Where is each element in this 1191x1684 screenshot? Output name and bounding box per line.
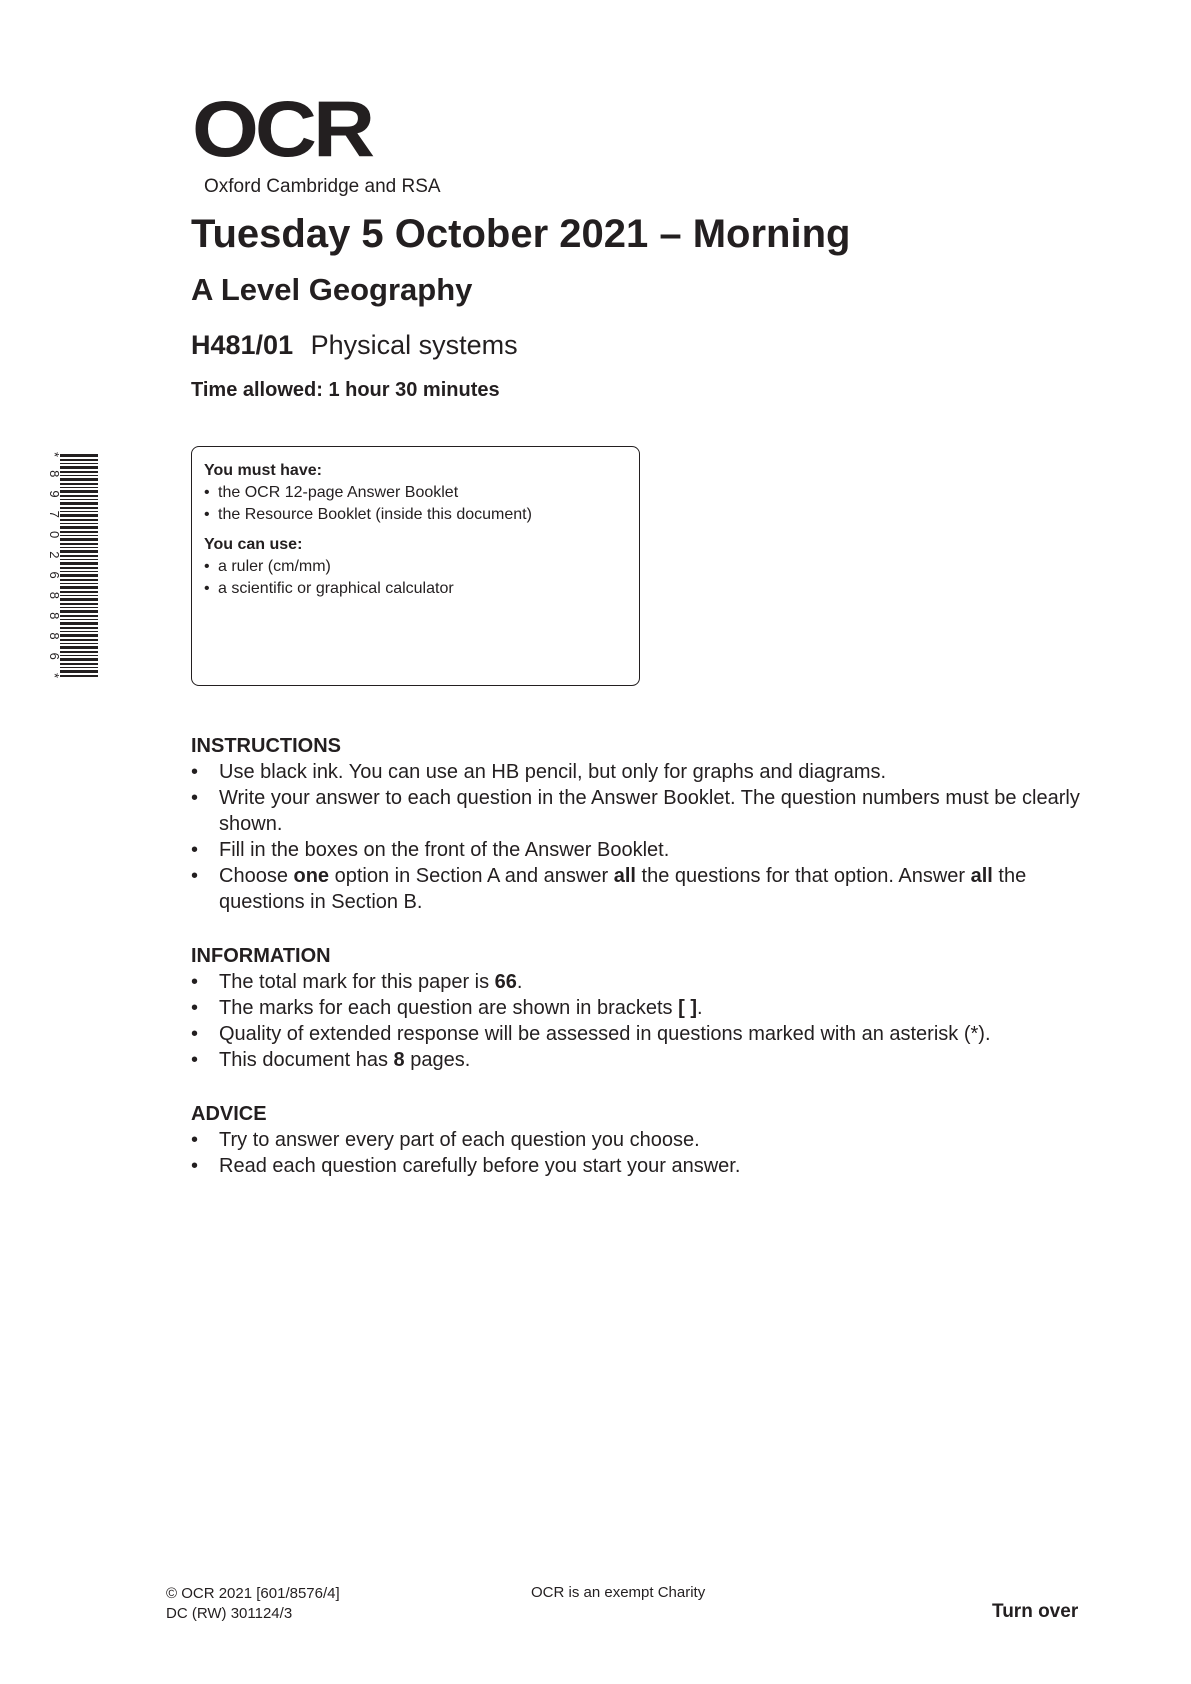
advice-title: ADVICE	[191, 1103, 267, 1125]
must-have-title: You must have:	[204, 462, 322, 479]
barcode-bar	[60, 523, 98, 524]
advice-item: • Read each question carefully before you start your answer.	[191, 1153, 1091, 1179]
information-section	[191, 943, 1091, 1073]
paper-name: Physical systems	[310, 330, 518, 360]
barcode-bar	[60, 471, 98, 473]
barcode-bar	[60, 550, 98, 553]
footer-left	[166, 1584, 340, 1624]
can-use-title: You can use:	[204, 536, 303, 553]
barcode-bar	[60, 567, 98, 569]
copyright: © OCR 2021 [601/8576/4]	[166, 1585, 340, 1602]
information-item: • The total mark for this paper is 66.	[191, 969, 1091, 995]
barcode	[44, 452, 100, 682]
barcode-bar	[60, 670, 98, 673]
barcode-bar	[60, 514, 98, 517]
barcode-bar	[60, 595, 98, 596]
barcode-bar	[60, 619, 98, 620]
barcode-bar	[60, 655, 98, 656]
paper-code-line	[191, 330, 518, 361]
barcode-bar	[60, 538, 98, 541]
barcode-bars	[60, 454, 98, 677]
barcode-bar	[60, 667, 98, 668]
advice-section	[191, 1101, 1091, 1179]
barcode-bar	[60, 603, 98, 605]
must-have-item: • the OCR 12-page Answer Booklet	[204, 482, 627, 504]
barcode-bar	[60, 495, 98, 497]
must-have-item: • the Resource Booklet (inside this document)	[204, 504, 627, 526]
barcode-bar	[60, 658, 98, 661]
barcode-bar	[60, 646, 98, 649]
barcode-bar	[60, 586, 98, 589]
barcode-digits: *8970268886*	[47, 452, 62, 678]
barcode-bar	[60, 454, 98, 457]
can-use-item: • a scientific or graphical calculator	[204, 578, 627, 600]
barcode-bar	[60, 562, 98, 565]
requirements-box	[191, 446, 640, 686]
barcode-bar	[60, 478, 98, 481]
barcode-bar	[60, 466, 98, 469]
information-item: • This document has 8 pages.	[191, 1047, 1091, 1073]
instruction-item: • Choose one option in Section A and answer all the questions for that option. Answer all the questions in Section B.	[191, 863, 1091, 915]
instructions-title: INSTRUCTIONS	[191, 735, 341, 757]
barcode-bar	[60, 591, 98, 593]
barcode-bar	[60, 622, 98, 625]
turn-over: Turn over	[992, 1601, 1079, 1622]
ocr-logo	[192, 85, 452, 200]
barcode-bar	[60, 610, 98, 613]
barcode-bar	[60, 627, 98, 629]
can-use-item: • a ruler (cm/mm)	[204, 556, 627, 578]
barcode-bar	[60, 499, 98, 500]
barcode-bar	[60, 615, 98, 617]
document-ref: DC (RW) 301124/3	[166, 1605, 293, 1622]
paper-code: H481/01	[191, 330, 294, 360]
barcode-bar	[60, 634, 98, 637]
barcode-bar	[60, 598, 98, 601]
barcode-bar	[60, 502, 98, 505]
barcode-bar	[60, 487, 98, 488]
barcode-bar	[60, 535, 98, 536]
barcode-bar	[60, 531, 98, 533]
barcode-bar	[60, 559, 98, 560]
barcode-bar	[60, 675, 98, 677]
instructions-section	[191, 733, 1091, 915]
barcode-bar	[60, 555, 98, 557]
barcode-bar	[60, 583, 98, 584]
information-title: INFORMATION	[191, 945, 331, 967]
barcode-bar	[60, 507, 98, 509]
barcode-bar	[60, 490, 98, 493]
barcode-bar	[60, 571, 98, 572]
barcode-bar	[60, 511, 98, 512]
barcode-bar	[60, 519, 98, 521]
charity-note: OCR is an exempt Charity	[531, 1584, 706, 1601]
logo-tagline: Oxford Cambridge and RSA	[204, 176, 441, 197]
barcode-bar	[60, 483, 98, 485]
barcode-bar	[60, 663, 98, 665]
barcode-bar	[60, 631, 98, 632]
barcode-bar	[60, 463, 98, 464]
barcode-bar	[60, 459, 98, 461]
instruction-item: • Write your answer to each question in the Answer Booklet. The question numbers must be clearly shown.	[191, 785, 1091, 837]
advice-item: • Try to answer every part of each question you choose.	[191, 1127, 1091, 1153]
instruction-item: • Use black ink. You can use an HB pencil, but only for graphs and diagrams.	[191, 759, 1091, 785]
barcode-bar	[60, 579, 98, 581]
exam-date-title: Tuesday 5 October 2021 – Morning	[191, 212, 851, 256]
information-item: • The marks for each question are shown in brackets [ ].	[191, 995, 1091, 1021]
barcode-bar	[60, 643, 98, 644]
barcode-bar	[60, 651, 98, 653]
barcode-bar	[60, 475, 98, 476]
barcode-bar	[60, 574, 98, 577]
instruction-item: • Fill in the boxes on the front of the Answer Booklet.	[191, 837, 1091, 863]
logo-wordmark: OCR	[192, 85, 372, 174]
barcode-bar	[60, 543, 98, 545]
information-item: • Quality of extended response will be assessed in questions marked with an asterisk (*).	[191, 1021, 1091, 1047]
time-allowed: Time allowed: 1 hour 30 minutes	[191, 379, 500, 401]
barcode-bar	[60, 639, 98, 641]
barcode-bar	[60, 607, 98, 608]
barcode-bar	[60, 547, 98, 548]
barcode-bar	[60, 526, 98, 529]
subject-title: A Level Geography	[191, 272, 473, 307]
